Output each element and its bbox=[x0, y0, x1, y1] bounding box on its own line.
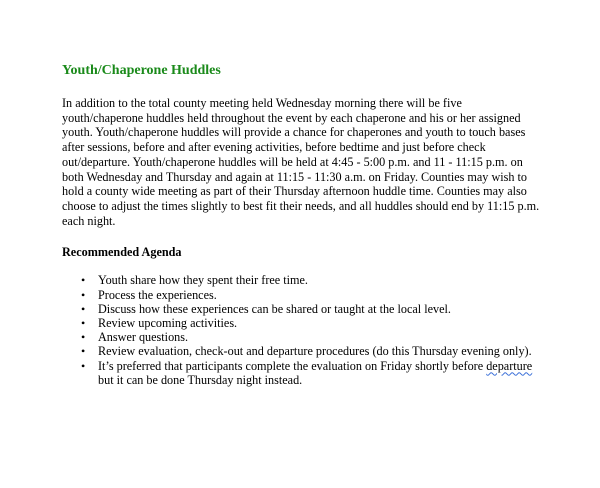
agenda-item-text: Answer questions. bbox=[98, 330, 189, 345]
agenda-item-text: Review upcoming activities. bbox=[98, 315, 238, 330]
agenda-item-text: Discuss how these experiences can be shared or taught at the local level. bbox=[98, 301, 451, 316]
agenda-heading: Recommended Agenda bbox=[62, 245, 182, 260]
bullet-icon: • bbox=[81, 315, 86, 330]
agenda-list bbox=[62, 273, 542, 387]
agenda-item-text: Review evaluation, check-out and departure procedures (do this Thursday evening only). bbox=[98, 344, 532, 359]
bullet-icon: • bbox=[81, 344, 86, 359]
agenda-item-text bbox=[98, 359, 532, 387]
intro-paragraph: In addition to the total county meeting held Wednesday morning there will be five youth/chaperone huddles held throughout the event by each chaperone and his or her assigned youth. Youth/chaperone huddles will provide a chance for chaperones and youth to touch bases after sessions, before and after evening activities, before bedtime and just before check out/departure. Youth/chaperone huddles will be held at 4:45 - 5:00 p.m. and 11 - 11:15 p.m. on both Wednesday and Thursday and again at 11:15 - 11:30 a.m. on Friday. Counties may wish to hold a county wide meeting as part of their Thursday afternoon huddle time. Counties may also choose to adjust the times slightly to best fit their needs, and all huddles should end by 11:15 p.m. each night. bbox=[62, 96, 540, 228]
bullet-icon: • bbox=[81, 330, 86, 345]
bullet-icon: • bbox=[81, 287, 86, 302]
bullet-icon: • bbox=[81, 301, 86, 316]
agenda-item bbox=[62, 316, 542, 330]
agenda-item-text-start: It’s preferred that participants complete the evaluation on Friday shortly before bbox=[98, 358, 487, 373]
spellcheck-flagged-word[interactable]: departure bbox=[486, 358, 533, 373]
section-title: Youth/Chaperone Huddles bbox=[62, 63, 221, 78]
agenda-item bbox=[62, 302, 542, 316]
agenda-item bbox=[62, 288, 542, 302]
bullet-icon: • bbox=[81, 358, 86, 373]
agenda-item bbox=[62, 273, 542, 287]
bullet-icon: • bbox=[81, 273, 86, 288]
document-page bbox=[62, 62, 542, 387]
agenda-item-text: Process the experiences. bbox=[98, 287, 217, 302]
agenda-item bbox=[62, 330, 542, 344]
agenda-item-text-end: but it can be done Thursday night instead. bbox=[98, 372, 303, 387]
agenda-item bbox=[62, 344, 542, 358]
agenda-item-text: Youth share how they spent their free time. bbox=[98, 273, 308, 288]
agenda-item bbox=[62, 359, 542, 387]
